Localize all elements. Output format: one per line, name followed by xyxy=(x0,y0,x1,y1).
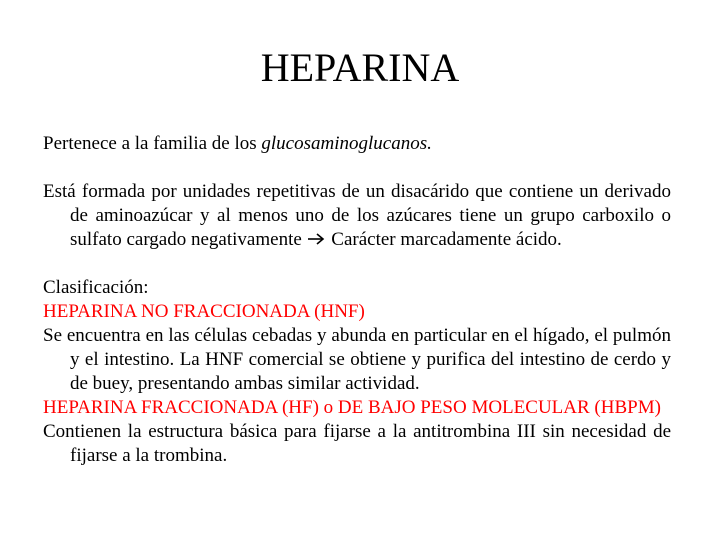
hf-heading: HEPARINA FRACCIONADA (HF) o DE BAJO PESO MOLECULAR (HBPM) xyxy=(43,397,661,418)
classification-label: Clasificación: xyxy=(43,277,149,298)
structure-conclusion: Carácter marcadamente ácido. xyxy=(331,229,562,250)
structure-text: Está formada por unidades repetitivas de un disacárido que contiene un derivado de aminoazúcar y al menos uno de los azúcares tiene un grupo carboxilo o sulfato cargado negativamente xyxy=(43,181,671,250)
slide-body xyxy=(43,132,671,468)
right-arrow-icon xyxy=(307,228,327,252)
spacer xyxy=(43,252,671,276)
hf-description: Contienen la estructura básica para fijarse a la antitrombina III sin necesidad de fijarse a la trombina. xyxy=(43,421,671,466)
hnf-heading: HEPARINA NO FRACCIONADA (HNF) xyxy=(43,301,365,322)
family-paragraph xyxy=(43,132,671,156)
family-term: glucosaminoglucanos. xyxy=(261,133,432,154)
family-prefix: Pertenece a la familia de los xyxy=(43,133,262,154)
hnf-description: Se encuentra en las células cebadas y abunda en particular en el hígado, el pulmón y el intestino. La HNF comercial se obtiene y purifica del intestino de cerdo y de buey, presentando ambas similar actividad. xyxy=(43,325,671,394)
page-title: HEPARINA xyxy=(260,45,460,90)
structure-paragraph xyxy=(43,180,671,252)
spacer xyxy=(43,156,671,180)
